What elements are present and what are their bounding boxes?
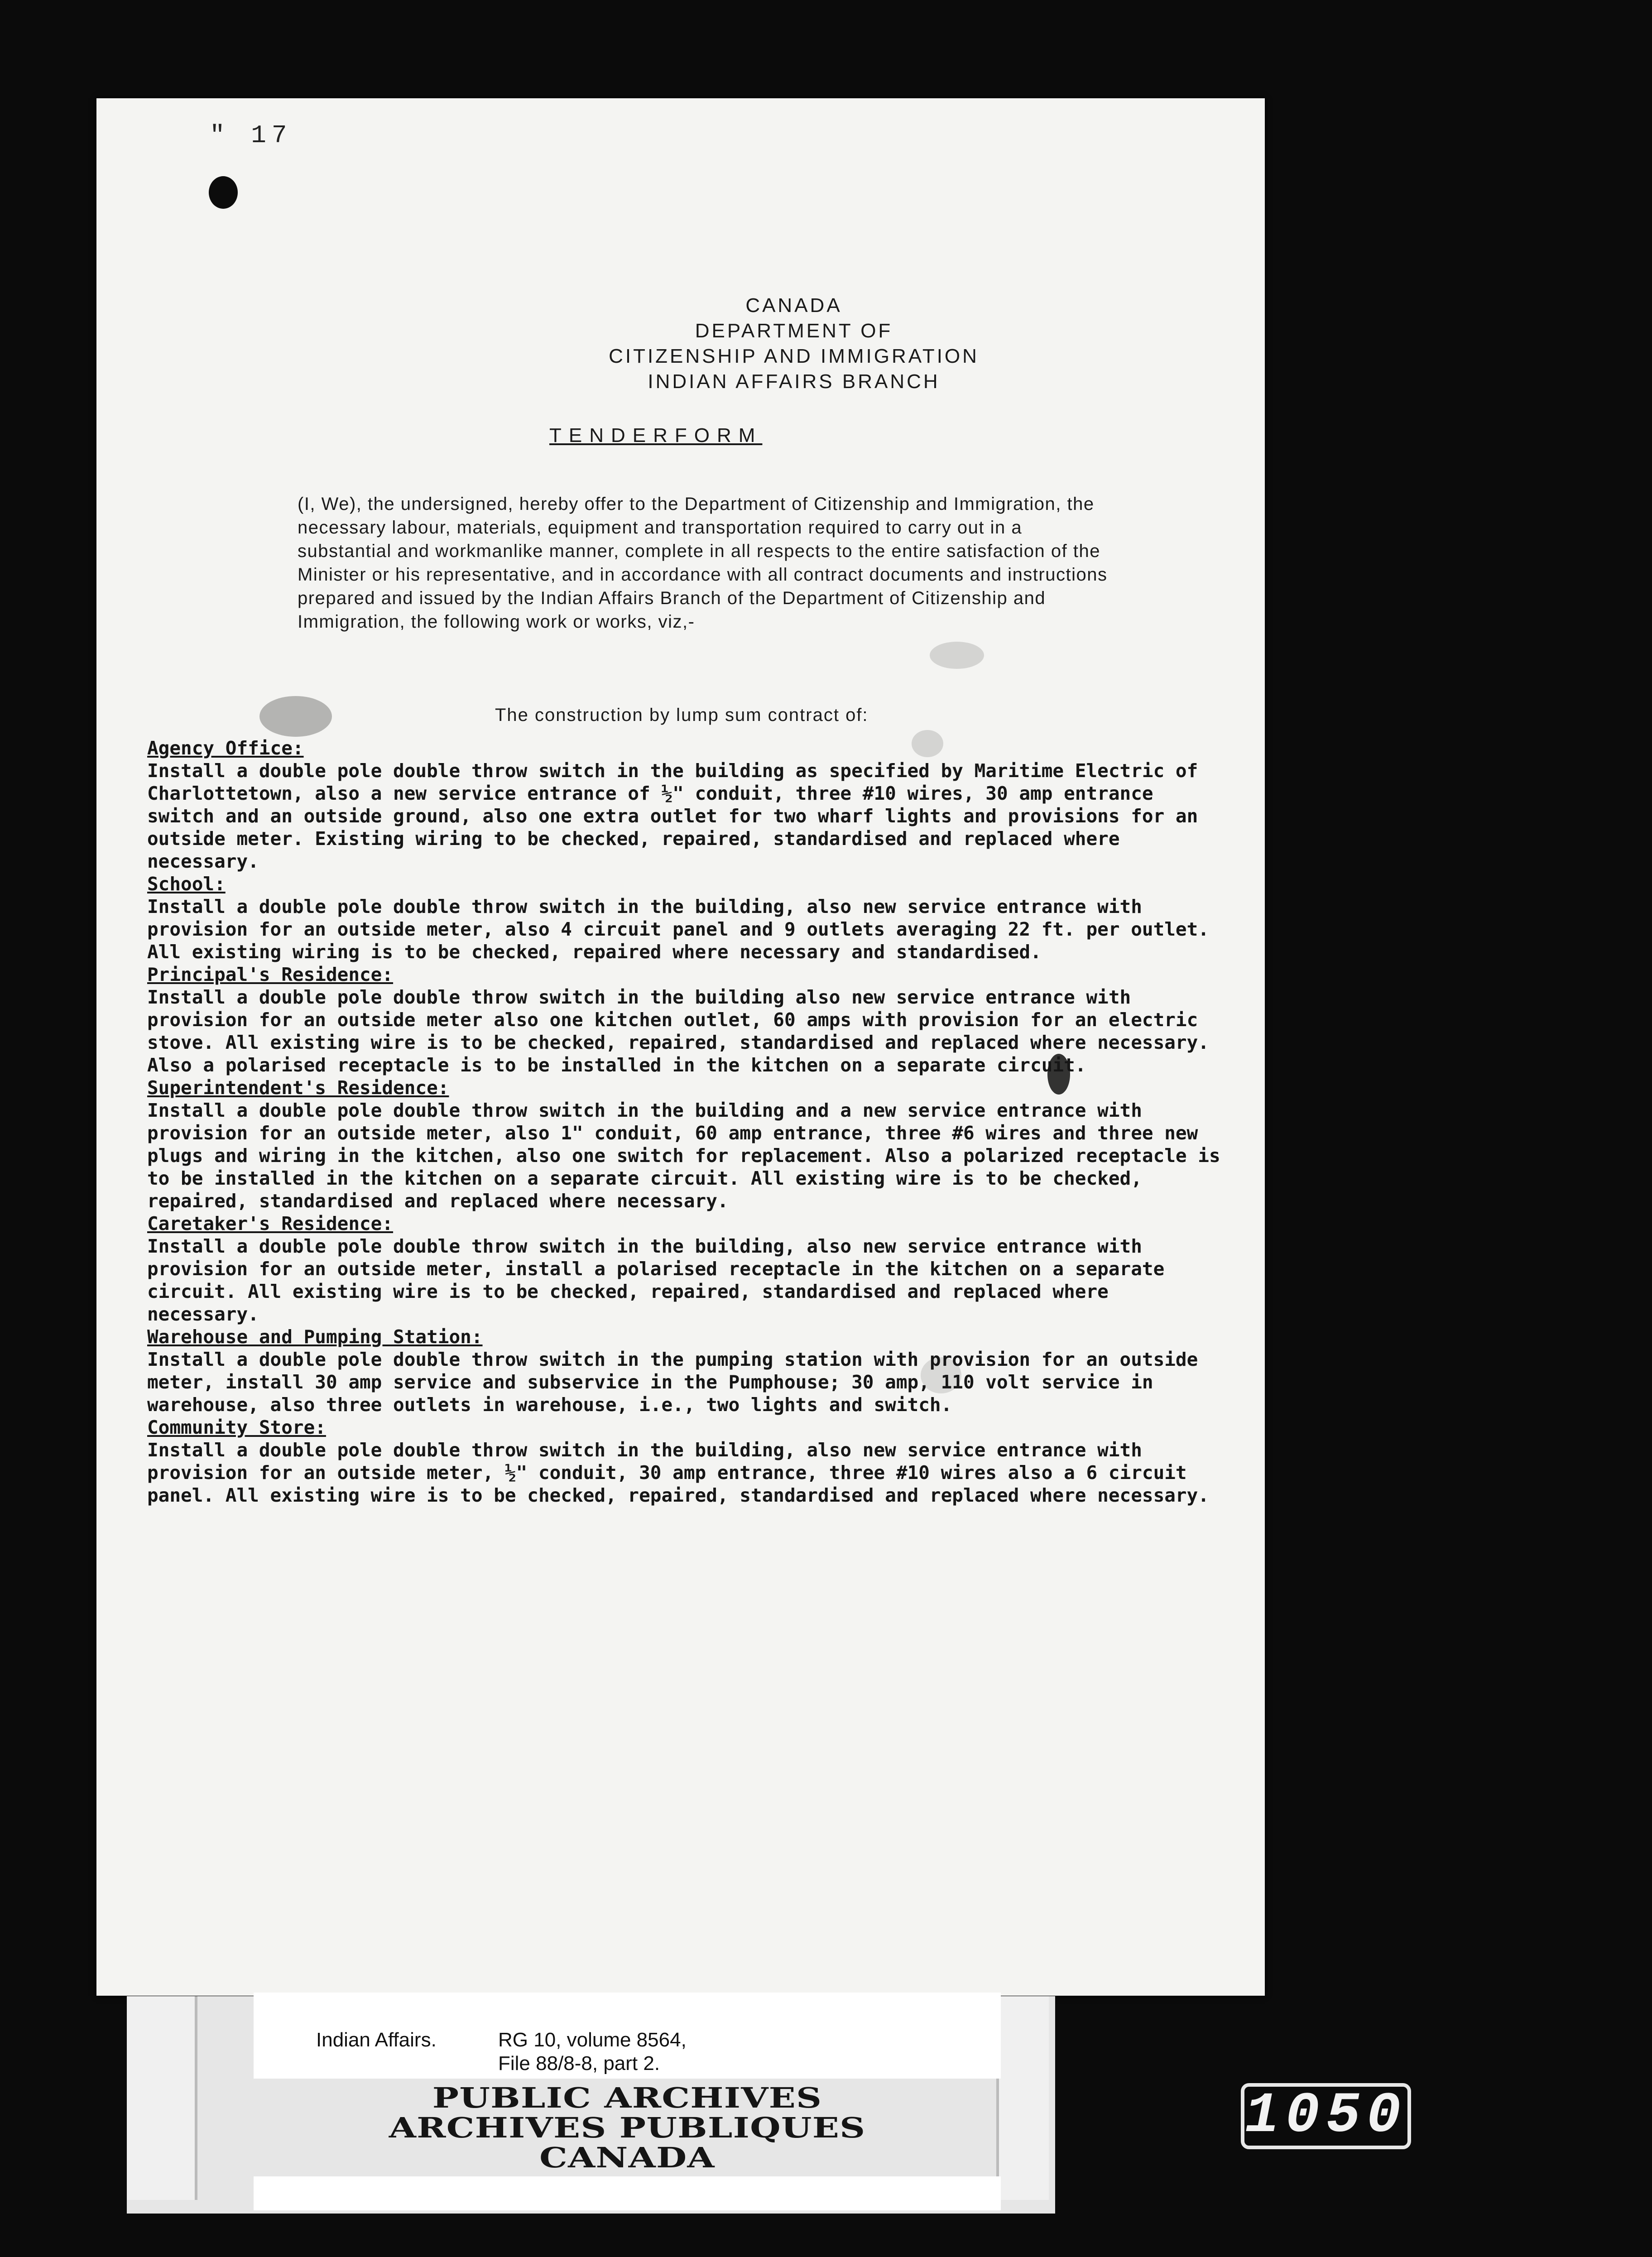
section-heading: Superintendent's Residence: — [147, 1077, 449, 1099]
section-body: Install a double pole double throw switch in the building and a new service entrance with provision for an outside meter, also 1" conduit, 60 amp entrance, three #6 wires and three new plugs and wiring in the kitchen, also one switch for replacement. Also a polarized receptacle is to be installed in the kitchen on a separate circuit. All existing wire is to be checked, repaired, standardised and replaced where necessary. — [147, 1100, 1220, 1212]
form-title: TENDERFORM — [549, 424, 763, 447]
section-body: Install a double pole double throw switch in the building, also new service entrance with provision for an outside meter, also 4 circuit panel and 9 outlets averaging 22 ft. per outlet. All existing wiring is to be checked, repaired where necessary and standardised. — [147, 896, 1209, 963]
document-header — [96, 293, 1265, 394]
contract-line: The construction by lump sum contract of: — [495, 705, 869, 725]
ink-smudge — [930, 642, 984, 669]
section-heading: Caretaker's Residence: — [147, 1213, 394, 1234]
punch-hole — [209, 176, 238, 209]
document-page — [96, 98, 1265, 1996]
header-branch: INDIAN AFFAIRS BRANCH — [648, 370, 940, 393]
work-sections — [147, 737, 1225, 1507]
header-dept-line2: CITIZENSHIP AND IMMIGRATION — [609, 345, 979, 367]
section-heading: Community Store: — [147, 1417, 326, 1438]
reference-card — [254, 1993, 1001, 2079]
reference-file: File 88/8-8, part 2. — [498, 2052, 660, 2075]
section-school — [147, 873, 1225, 963]
archives-stamp-line2: ARCHIVES PUBLIQUES — [389, 2111, 866, 2144]
reference-record-group: RG 10, volume 8564, — [498, 2029, 687, 2051]
ink-smudge — [259, 696, 332, 737]
section-heading: School: — [147, 873, 226, 895]
section-agency-office — [147, 737, 1225, 873]
section-body: Install a double pole double throw switch in the pumping station with provision for an outside meter, install 30 amp service and subservice in the Pumphouse; 30 amp, 110 volt service in warehouse, also three outlets in warehouse, i.e., two lights and switch. — [147, 1349, 1198, 1416]
header-dept-line1: DEPARTMENT OF — [695, 320, 893, 342]
header-country: CANADA — [745, 294, 842, 317]
archives-stamp — [254, 2083, 1001, 2173]
section-principals-residence — [147, 963, 1225, 1076]
frame-number: 1050 — [1241, 2083, 1411, 2149]
section-body: Install a double pole double throw switch in the building, also new service entrance with provision for an outside meter, ½" conduit, 30 amp entrance, three #10 wires also a 6 circuit panel. All existing wire is to be checked, repaired, standardised and replaced where necessary. — [147, 1439, 1209, 1506]
section-warehouse-pumping-station — [147, 1325, 1225, 1416]
corner-mark: " 17 — [210, 121, 293, 150]
intro-paragraph: (I, We), the undersigned, hereby offer to the Department of Citizenship and Immigration, the necessary labour, materials, equipment and transportation required to carry out in a substantial and workmanlike manner, complete in all respects to the entire satisfaction of the Minister or his representative, and in accordance with all contract documents and instructions prepared and issued by the Indian Affairs Branch of the Department of Citizenship and Immigration, the following work or works, viz,- — [298, 494, 1108, 632]
section-superintendents-residence — [147, 1076, 1225, 1212]
section-heading: Agency Office: — [147, 737, 304, 759]
section-community-store — [147, 1416, 1225, 1507]
reference-department: Indian Affairs. — [316, 2029, 437, 2051]
archives-stamp-line1: PUBLIC ARCHIVES — [432, 2081, 822, 2114]
section-body: Install a double pole double throw switch in the building also new service entrance with provision for an outside meter also one kitchen outlet, 60 amps with provision for an electric stove. All existing wire is to be checked, repaired, standardised and replaced where necessary. Also a polarised receptacle is to be installed in the kitchen on a separate circuit. — [147, 986, 1209, 1076]
section-heading: Warehouse and Pumping Station: — [147, 1326, 483, 1348]
section-body: Install a double pole double throw switch in the building as specified by Maritime Electric of Charlottetown, also a new service entrance of ½" conduit, three #10 wires, 30 amp entrance switch and an outside ground, also one extra outlet for two wharf lights and provisions for an outside meter. Existing wiring to be checked, repaired, standardised and replaced where necessary. — [147, 760, 1198, 872]
section-body: Install a double pole double throw switch in the building, also new service entrance with provision for an outside meter, install a polarised receptacle in the kitchen on a separate circuit. All existing wire is to be checked, repaired, standardised and replaced where necessary. — [147, 1235, 1165, 1325]
label-bottom-strip — [254, 2176, 1001, 2210]
section-heading: Principal's Residence: — [147, 964, 394, 985]
archives-stamp-line3: CANADA — [539, 2141, 715, 2174]
section-caretakers-residence — [147, 1212, 1225, 1325]
